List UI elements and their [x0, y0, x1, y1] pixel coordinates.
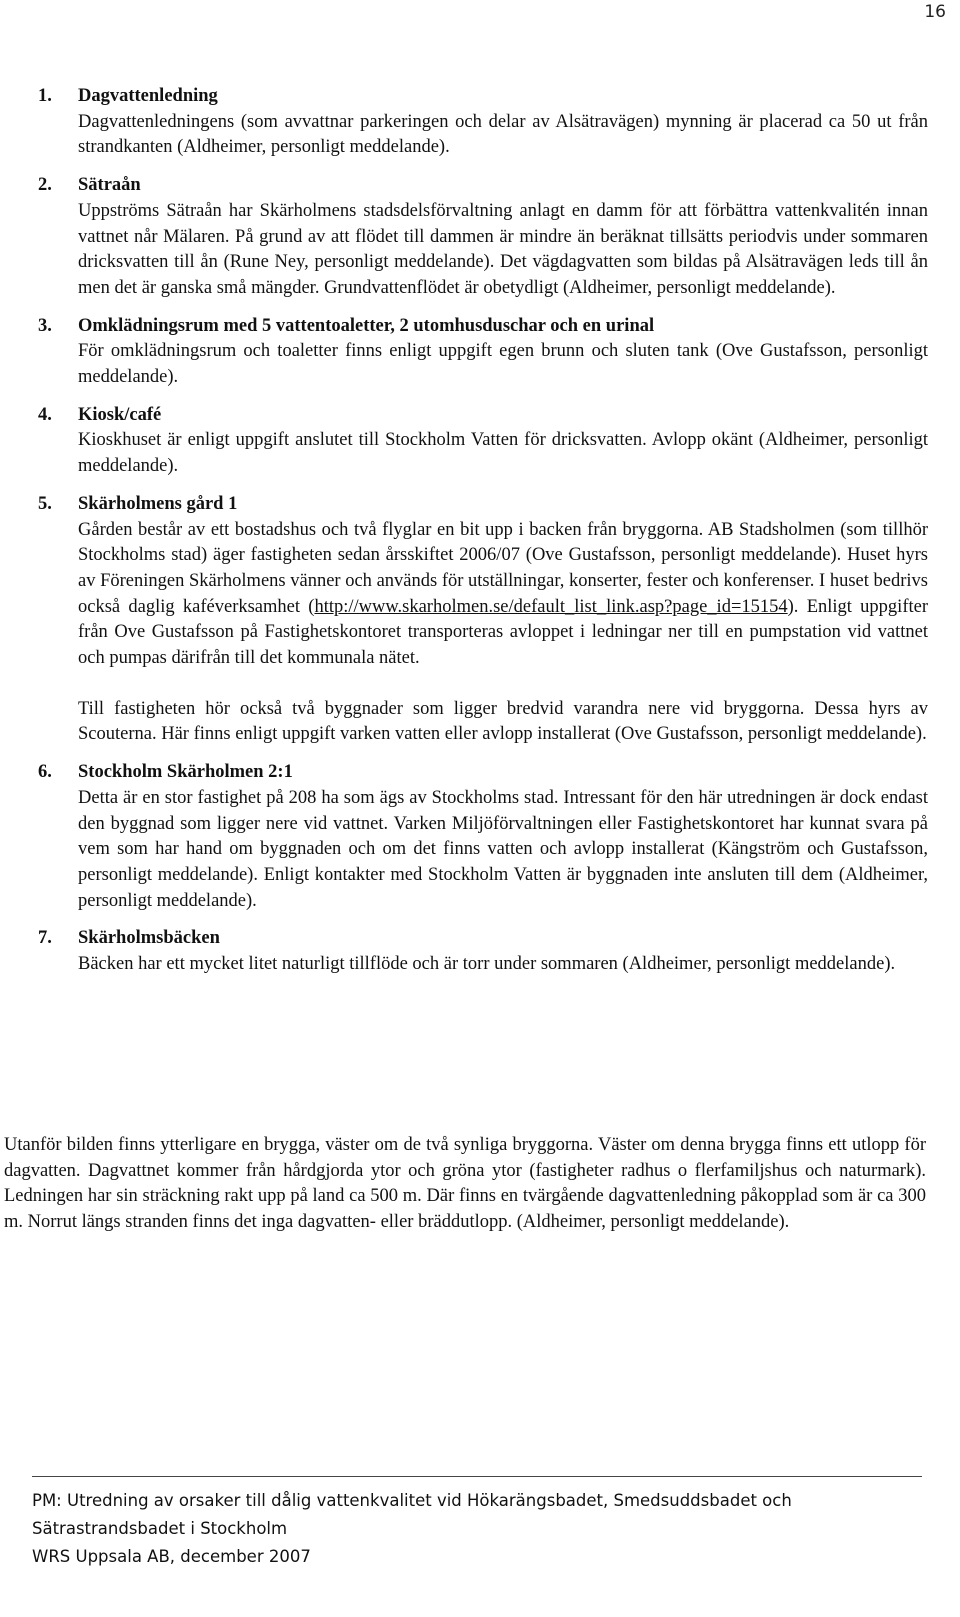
item-number: 7.: [38, 928, 52, 949]
list-item: [38, 760, 928, 914]
item-number: 5.: [38, 493, 52, 514]
item-title: Dagvattenledning: [78, 86, 218, 106]
footer: [32, 1487, 922, 1571]
footer-line: PM: Utredning av orsaker till dålig vattenkvalitet vid Hökarängsbadet, Smedsuddsbadet och: [32, 1491, 792, 1510]
item-body: Detta är en stor fastighet på 208 ha som ägs av Stockholms stad. Intressant för den här utredningen är dock endast den byggnad som ligger nere vid vattnet. Varken Miljöförvaltningen eller Fastighetskontoret har kunnat svara på vem som har hand om byggnaden och om det finns vatten och avlopp installerat (Kängström och Gustafsson, personligt meddelande). Enligt kontakter med Stockholm Vatten är byggnaden inte ansluten till dem (Aldheimer, personligt meddelande).: [78, 787, 928, 911]
item-body: Kioskhuset är enligt uppgift anslutet till Stockholm Vatten för dricksvatten. Avlopp okänt (Aldheimer, personligt meddelande).: [78, 430, 928, 477]
item-number: 6.: [38, 762, 52, 783]
item-number: 3.: [38, 315, 52, 336]
page-number: 16: [924, 2, 946, 22]
list-item: [38, 403, 928, 480]
item-number: 2.: [38, 175, 52, 196]
list-item: [38, 84, 928, 161]
item-body-second-paragraph: Till fastigheten hör också två byggnader som ligger bredvid varandra nere vid bryggorna. Dessa hyrs av Scouterna. Här finns enligt uppgift varken vatten eller avlopp installerat (Ove Gustafsson, personligt meddelande).: [78, 698, 928, 745]
closing-paragraph: Utanför bilden finns ytterligare en brygga, väster om de två synliga bryggorna. Väster om denna brygga finns ett utlopp för dagvatten. Dagvattnet kommer från hårdgjorda ytor och gröna ytor (fastigheter radhus o flerfamiljshus och naturmark). Ledningen har sin sträckning rakt upp på land ca 500 m. Där finns en tvärgående dagvattenledning påkopplad som är ca 300 m. Norrut längs stranden finns det inga dagvatten- eller bräddutlopp. (Aldheimer, personligt meddelande).: [4, 1135, 926, 1233]
item-title: Sätraån: [78, 175, 141, 196]
list-item: [38, 926, 928, 977]
item-number: 4.: [38, 404, 52, 425]
item-title: Skärholmsbäcken: [78, 928, 220, 949]
list-item: [38, 492, 928, 748]
item-title: Stockholm Skärholmen 2:1: [78, 762, 293, 783]
footer-line: WRS Uppsala AB, december 2007: [32, 1547, 311, 1566]
list-item: [38, 314, 928, 391]
item-body: [78, 518, 928, 672]
body-text-after-link: ). Enligt uppgifter från Ove Gustafsson på Fastighetskontoret transporteras avloppet i ledningar ner till en pumpstation vid vattnet och pumpas därifrån till det kommunala nätet.: [78, 596, 928, 669]
item-body: Uppströms Sätraån har Skärholmens stadsdelsförvaltning anlagt en damm för att förbättra vattenkvalitén innan vattnet når Mälaren. På grund av att flödet till dammen är mindre än beräknat tillsätts periodvis under sommaren dricksvatten till ån (Rune Ney, personligt meddelande). Det vägdagvatten som bildas på Alsätravägen leds till ån men det är ganska små mängder. Grundvattenflödet är obetydligt (Aldheimer, personligt meddelande).: [78, 200, 928, 298]
body-text-before-link: Gården består av ett bostadshus och två flyglar en bit upp i backen från bryggorna. AB Stadsholmen (som tillhör Stockholms stad) äger fastigheten sedan årsskiftet 2006/07 (Ove Gustafsson, personligt meddelande). Huset hyrs av Föreningen Skärholmens vänner och används för utställningar, konserter, fester och konferenser. I huset bedrivs också daglig kaféverksamhet (: [78, 519, 928, 617]
item-title: Omklädningsrum med 5 vattentoaletter, 2 utomhusduschar och en urinal: [78, 315, 655, 336]
footer-divider: [32, 1476, 922, 1477]
item-body: Bäcken har ett mycket litet naturligt tillflöde och är torr under sommaren (Aldheimer, personligt meddelande).: [78, 954, 896, 975]
skarholmen-website-link[interactable]: http://www.skarholmen.se/default_list_link.asp?page_id=15154: [314, 596, 788, 617]
numbered-list: [38, 84, 928, 990]
item-title: Kiosk/café: [78, 404, 162, 425]
item-body: För omklädningsrum och toaletter finns enligt uppgift egen brunn och sluten tank (Ove Gustafsson, personligt meddelande).: [78, 341, 928, 388]
item-title: Skärholmens gård 1: [78, 493, 238, 514]
item-number: 1.: [38, 86, 52, 106]
item-body: Dagvattenledningens (som avvattnar parkeringen och delar av Alsätravägen) mynning är placerad ca 50 ut från strandkanten (Aldheimer, personligt meddelande).: [78, 111, 928, 158]
list-item: [38, 173, 928, 302]
footer-line: Sätrastrandsbadet i Stockholm: [32, 1519, 288, 1538]
